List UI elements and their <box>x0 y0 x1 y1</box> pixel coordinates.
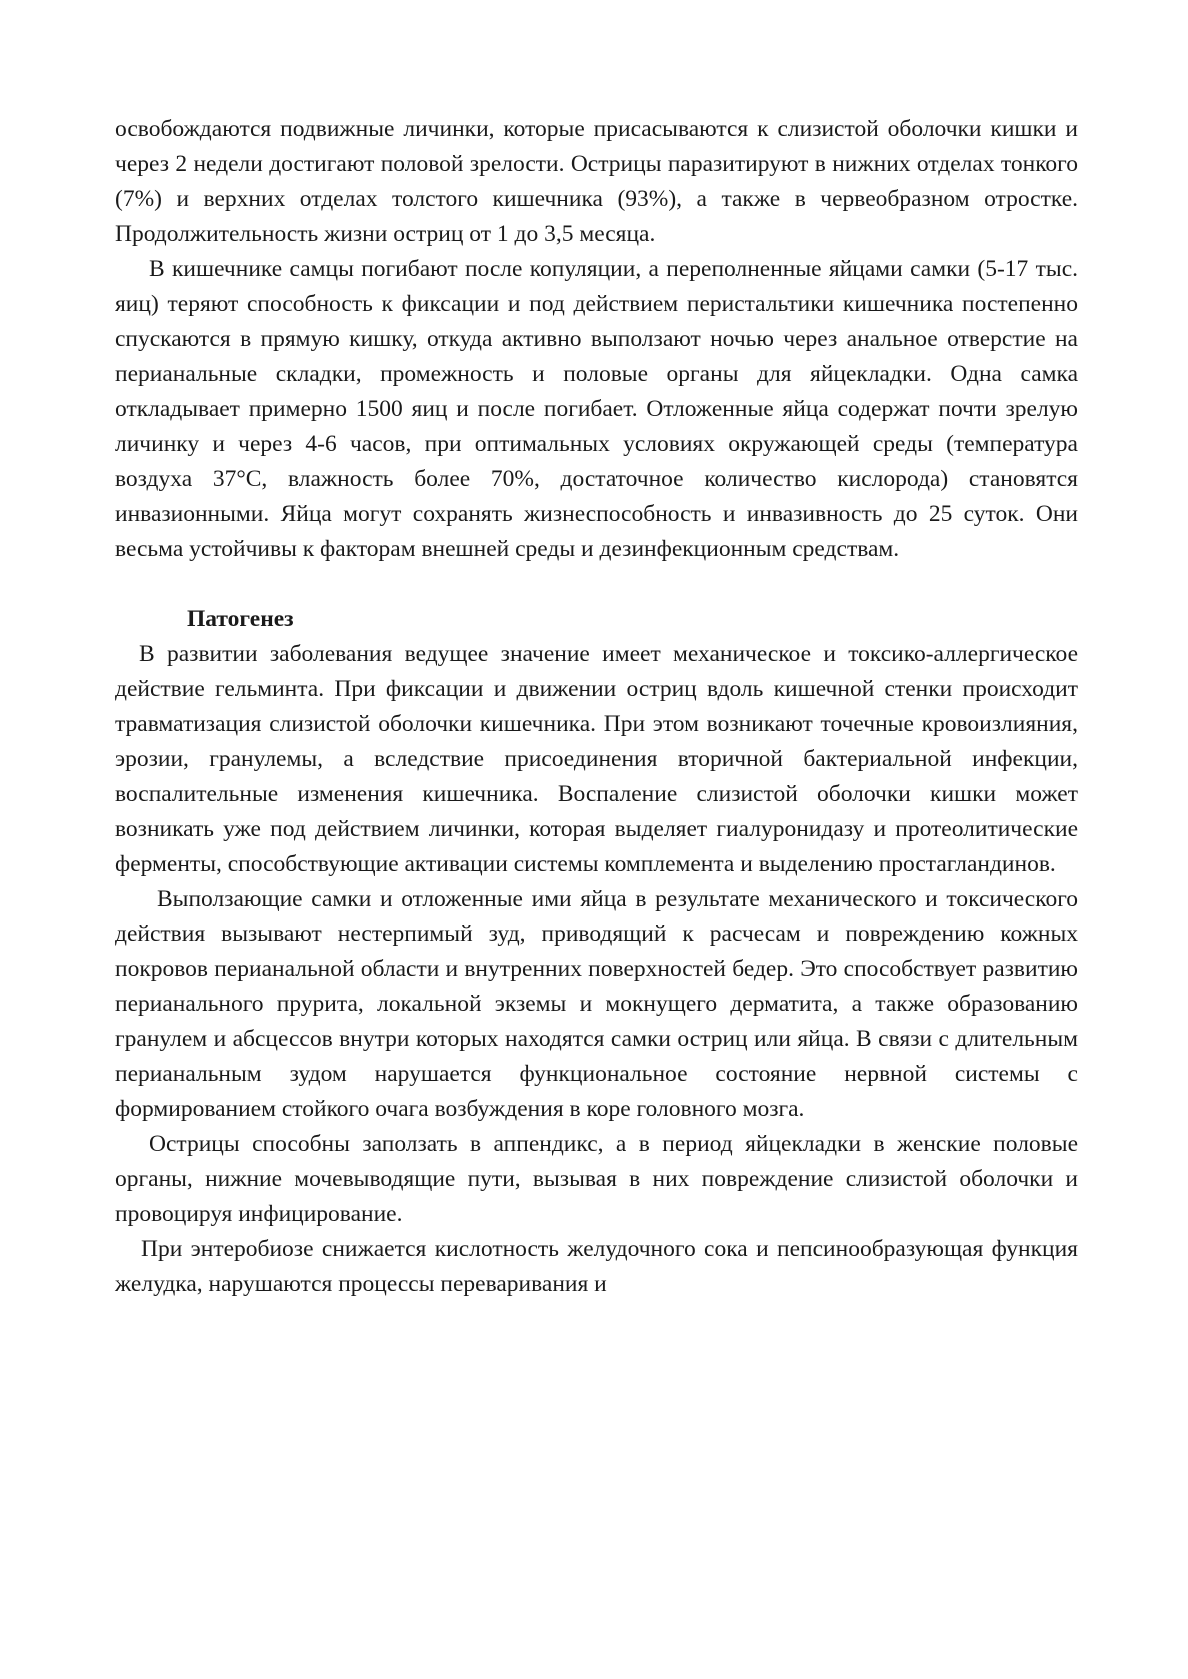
paragraph-lifecycle: освобождаются подвижные личинки, которые присасываются к слизистой оболочки кишки и через 2 недели достигают половой зрелости. Острицы паразитируют в нижних отделах тонкого (7%) и верхних отделах толстого кишечника (93%), а также в червеобразном отростке. Продолжительность жизни остриц от 1 до 3,5 месяца. <box>115 116 1078 247</box>
paragraph-pathogenesis-migration: Острицы способны заползать в аппендикс, а в период яйцекладки в женские половые органы, нижние мочевыводящие пути, вызывая в них повреждение слизистой оболочки и провоцируя инфицирование. <box>115 1131 1078 1227</box>
document-page <box>115 112 1078 1302</box>
paragraph-pathogenesis-mechanism: В развитии заболевания ведущее значение имеет механическое и токсико-аллергическое действие гельминта. При фиксации и движении остриц вдоль кишечной стенки происходит травматизация слизистой оболочки кишечника. При этом возникают точечные кровоизлияния, эрозии, гранулемы, а вследствие присоединения вторичной бактериальной инфекции, воспалительные изменения кишечника. Воспаление слизистой оболочки кишки может возникать уже под действием личинки, которая выделяет гиалуронидазу и протеолитические ферменты, способствующие активации системы комплемента и выделению простагландинов. <box>115 641 1078 877</box>
paragraph-pathogenesis-itch: Выползающие самки и отложенные ими яйца в результате механического и токсического действия вызывают нестерпимый зуд, приводящий к расчесам и повреждению кожных покровов перианальной области и внутренних поверхностей бедер. Это способствует развитию перианального прурита, локальной экземы и мокнущего дерматита, а также образованию гранулем и абсцессов внутри которых находятся самки остриц или яйца. В связи с длительным перианальным зудом нарушается функциональное состояние нервной системы с формированием стойкого очага возбуждения в коре головного мозга. <box>115 886 1078 1122</box>
paragraph-egg-laying: В кишечнике самцы погибают после копуляции, а переполненные яйцами самки (5-17 тыс. яиц) теряют способность к фиксации и под действием перистальтики кишечника постепенно спускаются в прямую кишку, откуда активно выползают ночью через анальное отверстие на перианальные складки, промежность и половые органы для яйцекладки. Одна самка откладывает примерно 1500 яиц и после погибает. Отложенные яйца содержат почти зрелую личинку и через 4-6 часов, при оптимальных условиях окружающей среды (температура воздуха 37°С, влажность более 70%, достаточное количество кислорода) становятся инвазионными. Яйца могут сохранять жизнеспособность и инвазивность до 25 суток. Они весьма устойчивы к факторам внешней среды и дезинфекционным средствам. <box>115 256 1078 562</box>
paragraph-pathogenesis-stomach: При энтеробиозе снижается кислотность желудочного сока и пепсинообразующая функция желудка, нарушаются процессы переваривания и <box>115 1236 1078 1297</box>
section-heading-pathogenesis: Патогенез <box>187 606 294 632</box>
